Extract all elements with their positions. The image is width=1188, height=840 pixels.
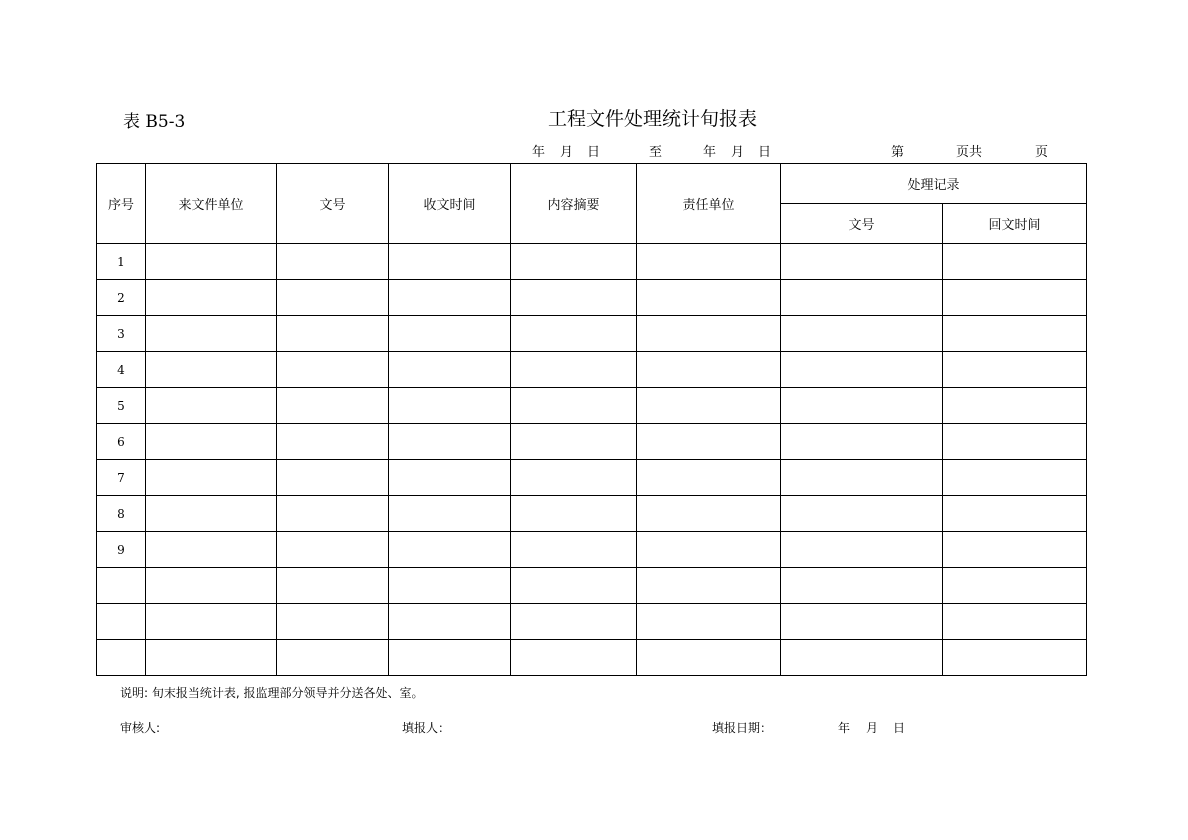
table-cell[interactable]	[781, 424, 943, 460]
table-cell[interactable]	[277, 280, 389, 316]
table-cell[interactable]	[146, 496, 277, 532]
row-seq-cell[interactable]: 8	[97, 496, 146, 532]
table-cell[interactable]	[146, 460, 277, 496]
header-responsible-unit: 责任单位	[637, 164, 781, 244]
table-row	[97, 532, 1087, 568]
table-cell[interactable]	[146, 388, 277, 424]
table-cell[interactable]	[943, 496, 1087, 532]
table-cell[interactable]	[511, 496, 637, 532]
row-seq-cell[interactable]: 3	[97, 316, 146, 352]
header-row	[97, 164, 1087, 204]
table-cell[interactable]	[781, 568, 943, 604]
table-cell[interactable]	[781, 280, 943, 316]
table-cell[interactable]	[943, 352, 1087, 388]
table-cell[interactable]	[511, 316, 637, 352]
row-seq-cell[interactable]: 4	[97, 352, 146, 388]
table-cell[interactable]	[389, 424, 511, 460]
table-cell[interactable]	[943, 388, 1087, 424]
table-row	[97, 244, 1087, 280]
table-row	[97, 640, 1087, 676]
filler-label: 填报人：	[402, 721, 451, 735]
date-day-2: 日	[758, 145, 772, 160]
row-seq-cell[interactable]: 2	[97, 280, 146, 316]
table-cell[interactable]	[781, 244, 943, 280]
header-record-doc-no: 文号	[781, 204, 943, 244]
table-cell[interactable]	[389, 244, 511, 280]
report-table	[96, 163, 1087, 676]
table-cell[interactable]	[511, 604, 637, 640]
note-text: 说明: 旬末报当统计表, 报监理部分领导并分送各处、室。	[120, 686, 424, 700]
table-cell[interactable]	[511, 424, 637, 460]
header-reply-time: 回文时间	[943, 204, 1087, 244]
table-cell[interactable]	[389, 280, 511, 316]
table-cell[interactable]	[637, 280, 781, 316]
footer-day: 日	[893, 721, 906, 735]
row-seq-cell[interactable]: 9	[97, 532, 146, 568]
row-seq-cell[interactable]: 6	[97, 424, 146, 460]
table-row	[97, 316, 1087, 352]
table-cell[interactable]	[277, 604, 389, 640]
page-title: 工程文件处理统计旬报表	[548, 108, 758, 130]
table-cell[interactable]	[389, 316, 511, 352]
table-cell[interactable]	[389, 532, 511, 568]
table-cell[interactable]	[943, 316, 1087, 352]
table-cell[interactable]	[511, 388, 637, 424]
table-cell[interactable]	[277, 532, 389, 568]
table-cell[interactable]	[389, 640, 511, 676]
header-receive-time: 收文时间	[389, 164, 511, 244]
table-cell[interactable]	[943, 280, 1087, 316]
table-cell[interactable]	[511, 352, 637, 388]
table-cell[interactable]	[389, 604, 511, 640]
table-cell[interactable]	[637, 316, 781, 352]
table-row	[97, 388, 1087, 424]
table-cell[interactable]	[781, 496, 943, 532]
row-seq-cell[interactable]: 5	[97, 388, 146, 424]
form-code: 表 B5-3	[123, 112, 186, 132]
table-cell[interactable]	[637, 532, 781, 568]
row-seq-cell[interactable]	[97, 568, 146, 604]
table-cell[interactable]	[637, 424, 781, 460]
table-cell[interactable]	[146, 604, 277, 640]
table-row	[97, 460, 1087, 496]
table-cell[interactable]	[277, 568, 389, 604]
table-cell[interactable]	[146, 532, 277, 568]
table-cell[interactable]	[277, 496, 389, 532]
table-cell[interactable]	[511, 460, 637, 496]
header-doc-no: 文号	[277, 164, 389, 244]
table-cell[interactable]	[146, 280, 277, 316]
row-seq-cell[interactable]: 7	[97, 460, 146, 496]
table-cell[interactable]	[637, 244, 781, 280]
table-cell[interactable]	[511, 640, 637, 676]
table-cell[interactable]	[781, 640, 943, 676]
table-cell[interactable]	[781, 316, 943, 352]
table-cell[interactable]	[943, 568, 1087, 604]
table-cell[interactable]	[511, 280, 637, 316]
page-number-label: 第	[891, 145, 905, 160]
table-cell[interactable]	[146, 316, 277, 352]
table-cell[interactable]	[277, 388, 389, 424]
table-cell[interactable]	[389, 352, 511, 388]
table-cell[interactable]	[637, 352, 781, 388]
table-cell[interactable]	[637, 388, 781, 424]
header-processing-record: 处理记录	[781, 164, 1087, 204]
footer-year: 年	[838, 721, 851, 735]
table-row	[97, 604, 1087, 640]
table-cell[interactable]	[637, 604, 781, 640]
table-row	[97, 496, 1087, 532]
date-month-2: 月	[731, 145, 745, 160]
table-cell[interactable]	[277, 640, 389, 676]
date-month-1: 月	[560, 145, 574, 160]
table-row	[97, 352, 1087, 388]
table-cell[interactable]	[277, 424, 389, 460]
table-cell[interactable]	[277, 352, 389, 388]
table-cell[interactable]	[637, 460, 781, 496]
row-seq-cell[interactable]	[97, 604, 146, 640]
table-cell[interactable]	[389, 460, 511, 496]
table-cell[interactable]	[943, 244, 1087, 280]
row-seq-cell[interactable]: 1	[97, 244, 146, 280]
table-cell[interactable]	[781, 460, 943, 496]
page-total-label: 页共	[956, 145, 983, 160]
table-cell[interactable]	[146, 424, 277, 460]
table-cell[interactable]	[511, 532, 637, 568]
date-day-1: 日	[587, 145, 601, 160]
table-cell[interactable]	[277, 244, 389, 280]
table-cell[interactable]	[637, 496, 781, 532]
table-cell[interactable]	[943, 424, 1087, 460]
date-year-2: 年	[703, 145, 717, 160]
table-cell[interactable]	[781, 532, 943, 568]
table-cell[interactable]	[146, 640, 277, 676]
row-seq-cell[interactable]	[97, 640, 146, 676]
table-cell[interactable]	[943, 532, 1087, 568]
table-cell[interactable]	[781, 352, 943, 388]
table-cell[interactable]	[637, 568, 781, 604]
header-source-unit: 来文件单位	[146, 164, 277, 244]
table-cell[interactable]	[943, 604, 1087, 640]
table-cell[interactable]	[511, 244, 637, 280]
reviewer-label: 审核人:	[120, 721, 161, 735]
table-row	[97, 568, 1087, 604]
table-cell[interactable]	[146, 568, 277, 604]
table-cell[interactable]	[511, 568, 637, 604]
table-cell[interactable]	[781, 604, 943, 640]
table-cell[interactable]	[943, 460, 1087, 496]
table-cell[interactable]	[943, 640, 1087, 676]
table-cell[interactable]	[277, 316, 389, 352]
footer-month: 月	[866, 721, 879, 735]
date-to: 至	[649, 145, 663, 160]
table-cell[interactable]	[146, 352, 277, 388]
header-seq: 序号	[97, 164, 146, 244]
table-cell[interactable]	[146, 244, 277, 280]
table-cell[interactable]	[277, 460, 389, 496]
page-end-label: 页	[1035, 145, 1049, 160]
fill-date-label: 填报日期：	[712, 721, 773, 735]
table-cell[interactable]	[389, 568, 511, 604]
table-row	[97, 424, 1087, 460]
header-summary: 内容摘要	[511, 164, 637, 244]
table-cell[interactable]	[637, 640, 781, 676]
table-cell[interactable]	[389, 496, 511, 532]
table-cell[interactable]	[389, 388, 511, 424]
date-year-1: 年	[532, 145, 546, 160]
table-row	[97, 280, 1087, 316]
table-cell[interactable]	[781, 388, 943, 424]
